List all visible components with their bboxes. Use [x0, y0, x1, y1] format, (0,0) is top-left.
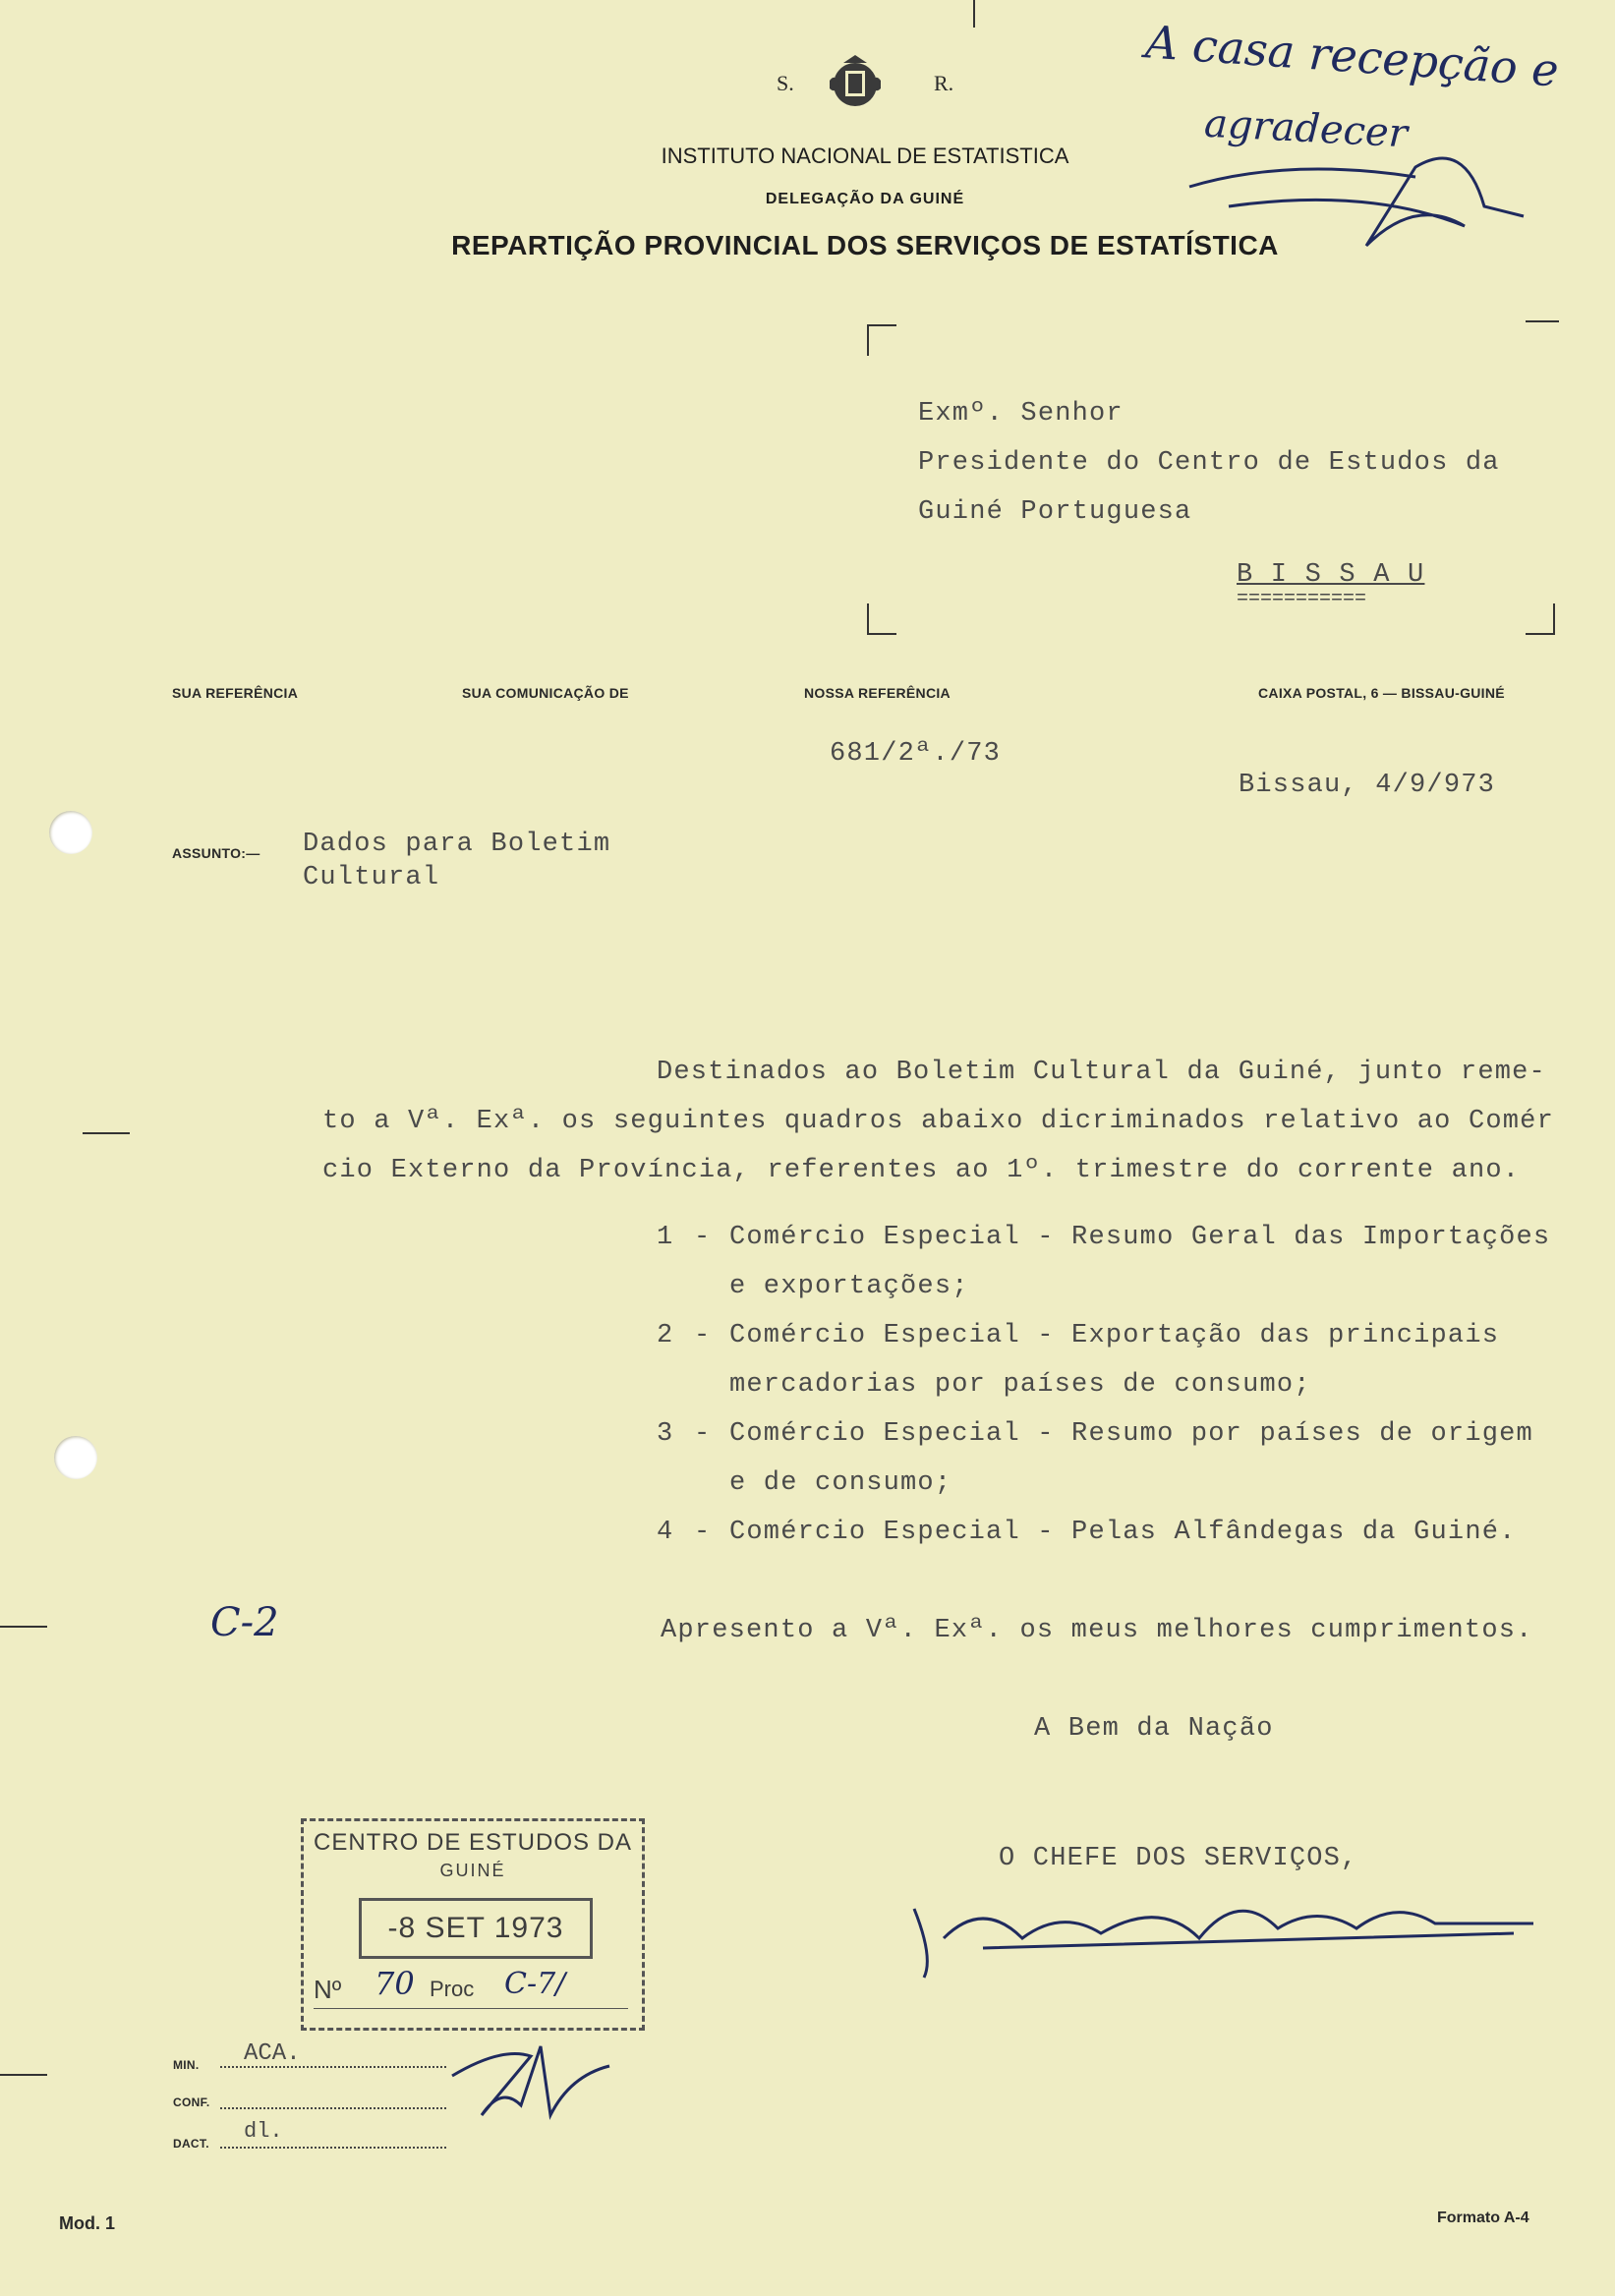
window-corner-br-v — [1553, 603, 1555, 635]
list-item-dash: - — [694, 1419, 712, 1449]
addressee-line2: Presidente do Centro de Estudos da — [918, 448, 1500, 478]
list-item-2-num: 2 — [657, 1321, 674, 1350]
min-line — [220, 2066, 446, 2068]
salutation: A Bem da Nação — [1034, 1714, 1274, 1744]
list-item-4-num: 4 — [657, 1518, 674, 1547]
stamp-no-value: 70 — [375, 1965, 415, 2002]
min-label: MIN. — [173, 2058, 200, 2072]
label-sua-comunicacao: SUA COMUNICAÇÃO DE — [462, 685, 629, 701]
window-corner-bl-v — [867, 603, 869, 635]
stamp-no-label: Nº — [314, 1975, 342, 2004]
label-sua-referencia: SUA REFERÊNCIA — [172, 685, 299, 701]
margin-note: C-2 — [210, 1600, 279, 1645]
header-letter-s: S. — [777, 71, 794, 95]
body-line2: to a Vª. Exª. os seguintes quadros abaixo dicriminados relativo ao Comér — [322, 1107, 1554, 1136]
stamp-proc-label: Proc — [430, 1977, 475, 2001]
list-item-1-line2: e exportações; — [729, 1272, 969, 1301]
list-item-dash: - — [694, 1223, 712, 1252]
stamp-date: -8 SET 1973 — [387, 1912, 564, 1944]
addressee-line1: Exmº. Senhor — [918, 399, 1124, 429]
closing-line: Apresento a Vª. Exª. os meus melhores cumprimentos. — [661, 1616, 1533, 1645]
conf-label: CONF. — [173, 2095, 210, 2109]
coat-of-arms-emblem — [824, 51, 887, 114]
paper-format: Formato A-4 — [1437, 2210, 1529, 2226]
nossa-referencia-value: 681/2ª./73 — [830, 739, 1002, 769]
dact-value: dl. — [244, 2119, 283, 2144]
margin-mark-right — [1526, 320, 1559, 322]
list-item-2-line1: Comércio Especial - Exportação das principais — [729, 1321, 1500, 1350]
window-corner-bl-h — [867, 633, 896, 635]
punch-hole-top — [49, 811, 92, 854]
margin-mark-3 — [0, 2074, 47, 2076]
list-item-3-line2: e de consumo; — [729, 1468, 952, 1498]
initials-signature — [1170, 147, 1543, 265]
body-line3: cio Externo da Província, referentes ao 1º. trimestre do corrente ano. — [322, 1156, 1521, 1185]
dact-label: DACT. — [173, 2137, 209, 2151]
list-item-dash: - — [694, 1518, 712, 1547]
label-caixa-postal: CAIXA POSTAL, 6 — BISSAU-GUINÉ — [1258, 685, 1505, 701]
window-corner-tl-h — [867, 324, 896, 326]
punch-hole-bottom — [54, 1436, 97, 1479]
institute-name: INSTITUTO NACIONAL DE ESTATISTICA — [661, 144, 1069, 168]
letter-date: Bissau, 4/9/973 — [1239, 771, 1496, 800]
margin-mark-2 — [0, 1626, 47, 1628]
window-corner-tl-v — [867, 324, 869, 356]
addressee-line3: Guiné Portuguesa — [918, 497, 1192, 527]
delegation-name: DELEGAÇÃO DA GUINÉ — [765, 191, 965, 207]
min-value: ACA. — [244, 2040, 301, 2067]
conf-line — [220, 2107, 446, 2109]
window-corner-br-h — [1526, 633, 1555, 635]
margin-mark-1 — [83, 1132, 130, 1134]
stamp-line1: CENTRO DE ESTUDOS DA — [313, 1829, 633, 1856]
subject-label: ASSUNTO:— — [172, 845, 260, 861]
stamp-line2: GUINÉ — [439, 1861, 506, 1880]
subject-line2: Cultural — [303, 863, 440, 892]
list-item-dash: - — [694, 1321, 712, 1350]
stamp-proc-value: C-7/ — [504, 1967, 566, 2001]
addressee-city: B I S S A U — [1237, 560, 1425, 590]
list-item-3-num: 3 — [657, 1419, 674, 1449]
label-nossa-referencia: NOSSA REFERÊNCIA — [804, 685, 951, 701]
dact-line — [220, 2147, 446, 2149]
signer-title: O CHEFE DOS SERVIÇOS, — [999, 1844, 1358, 1873]
list-item-1-line1: Comércio Especial - Resumo Geral das Importações — [729, 1223, 1551, 1252]
department-name: REPARTIÇÃO PROVINCIAL DOS SERVIÇOS DE ESTATÍSTICA — [451, 230, 1279, 260]
chief-signature — [904, 1879, 1543, 1987]
list-item-4-line1: Comércio Especial - Pelas Alfândegas da Guiné. — [729, 1518, 1517, 1547]
conf-initials — [442, 2037, 619, 2125]
handwritten-note-line2: agradecer — [1202, 100, 1409, 157]
addressee-city-underline: =========== — [1237, 588, 1367, 610]
stamp-dotted-line — [314, 2008, 628, 2009]
body-line1: Destinados ao Boletim Cultural da Guiné, junto reme- — [657, 1058, 1546, 1087]
header-letter-r: R. — [934, 71, 954, 95]
handwritten-note-line1: A casa recepção e — [1143, 15, 1561, 97]
list-item-3-line1: Comércio Especial - Resumo por países de origem — [729, 1419, 1533, 1449]
stamp-date-box — [359, 1898, 593, 1959]
form-model: Mod. 1 — [59, 2213, 115, 2233]
list-item-1-num: 1 — [657, 1223, 674, 1252]
list-item-2-line2: mercadorias por países de consumo; — [729, 1370, 1311, 1400]
reception-stamp — [301, 1818, 645, 2031]
subject-line1: Dados para Boletim — [303, 830, 611, 859]
fold-mark — [973, 0, 975, 28]
